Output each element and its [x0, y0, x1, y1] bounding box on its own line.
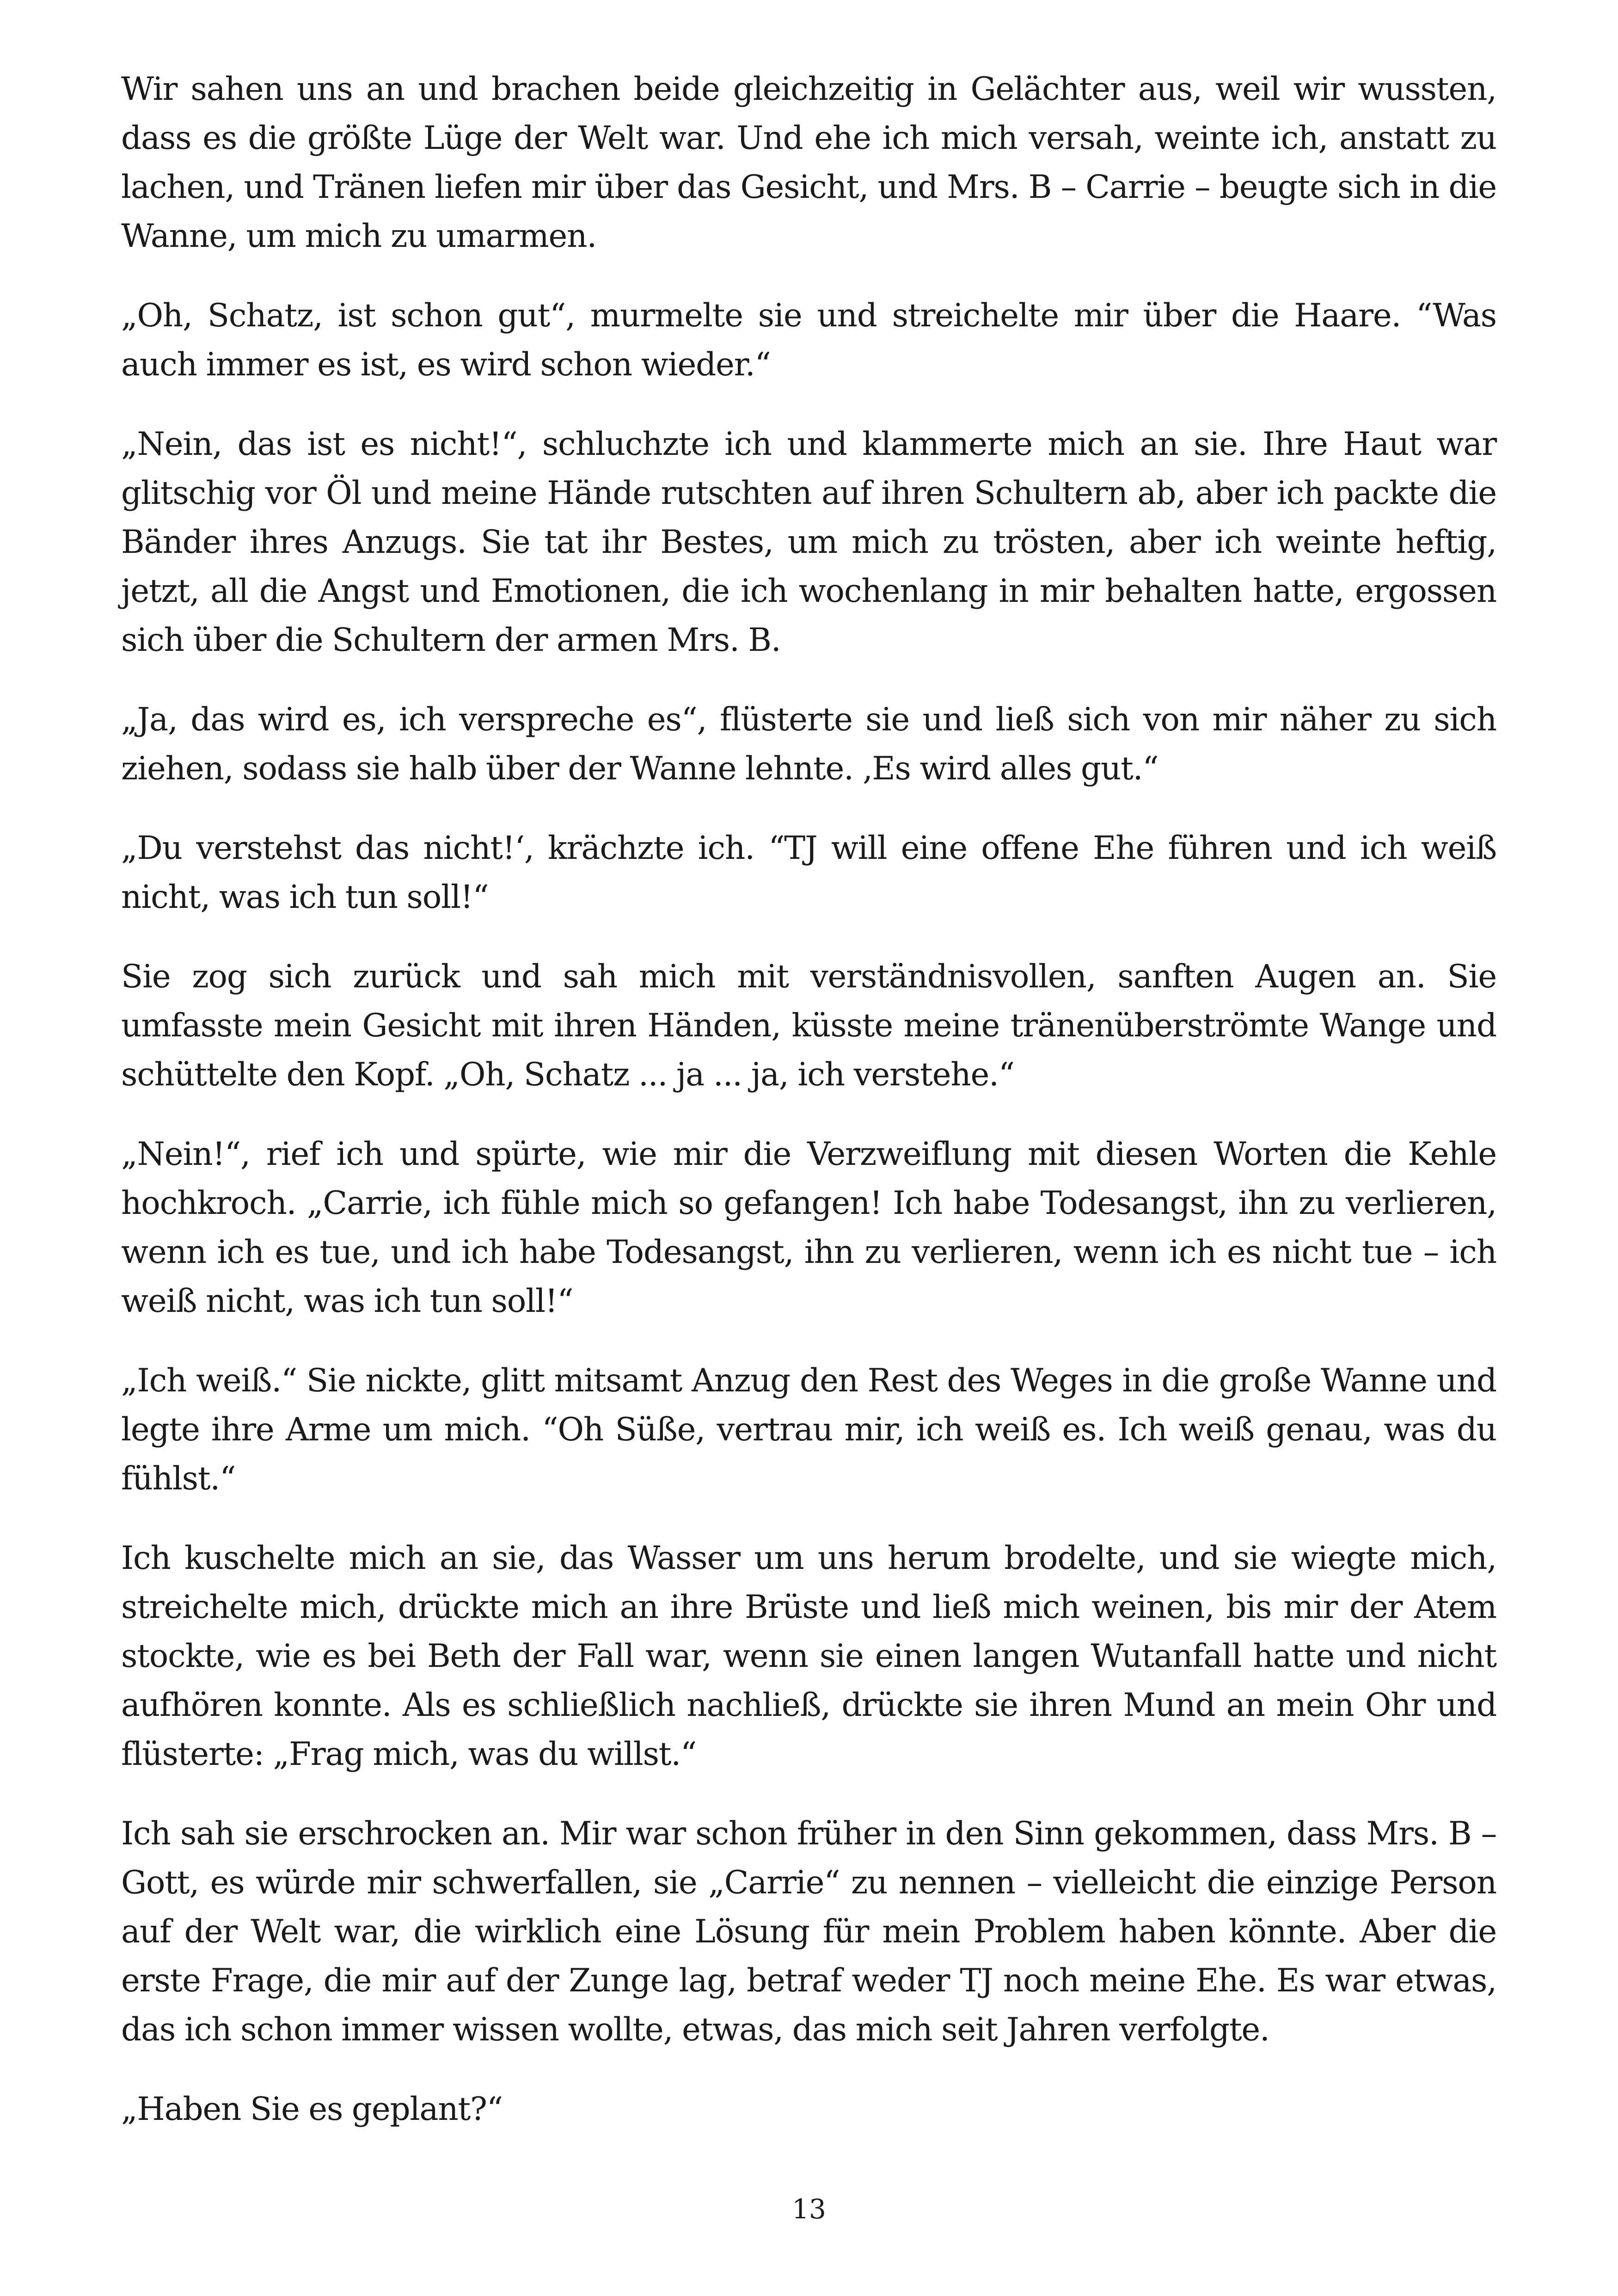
paragraph-4: „Ja, das wird es, ich verspreche es“, flüsterte sie und ließ sich von mir näher zu sich ziehen, sodass sie halb über der Wanne lehnte. ‚Es wird alles gut.“ — [121, 701, 1496, 787]
page-number: 13 — [792, 2193, 826, 2225]
paragraph-1: Wir sahen uns an und brachen beide gleichzeitig in Gelächter aus, weil wir wussten, dass es die größte Lüge der Welt war. Und ehe ich mich versah, weinte ich, anstatt zu lachen, und Tränen liefen mir über das Gesicht, und Mrs. B – Carrie – beugte sich in die Wanne, um mich zu umarmen. — [121, 71, 1496, 255]
paragraph-10: Ich sah sie erschrocken an. Mir war schon früher in den Sinn gekommen, dass Mrs. B – Gott, es würde mir schwerfallen, sie „Carrie“ zu nennen – vielleicht die einzige Person auf der Welt war, die wirklich eine Lösung für mein Problem haben könnte. Aber die erste Frage, die mir auf der Zunge lag, betraf weder TJ noch meine Ehe. Es war etwas, das ich schon immer wissen wollte, etwas, das mich seit Jahren verfolgte. — [121, 1815, 1496, 2048]
paragraph-5: „Du verstehst das nicht!‘, krächzte ich. “TJ will eine offene Ehe führen und ich weiß nicht, was ich tun soll!“ — [121, 830, 1496, 916]
paragraph-11: „Haben Sie es geplant?“ — [121, 2091, 503, 2128]
paragraph-9: Ich kuschelte mich an sie, das Wasser um uns herum brodelte, und sie wiegte mich, streichelte mich, drückte mich an ihre Brüste und ließ mich weinen, bis mir der Atem stockte, wie es bei Beth der Fall war, wenn sie einen langen Wutanfall hatte und nicht aufhören konnte. Als es schließlich nachließ, drückte sie ihren Mund an mein Ohr und flüsterte: „Frag mich, was du willst.“ — [121, 1540, 1496, 1773]
paragraph-3: „Nein, das ist es nicht!“, schluchzte ich und klammerte mich an sie. Ihre Haut war glitschig vor Öl und meine Hände rutschten auf ihren Schultern ab, aber ich packte die Bänder ihres Anzugs. Sie tat ihr Bestes, um mich zu trösten, aber ich weinte heftig, jetzt, all die Angst und Emotionen, die ich wochenlang in mir behalten hatte, ergossen sich über die Schultern der armen Mrs. B. — [121, 426, 1496, 659]
paragraph-8: „Ich weiß.“ Sie nickte, glitt mitsamt Anzug den Rest des Weges in die große Wanne und legte ihre Arme um mich. “Oh Süße, vertrau mir, ich weiß es. Ich weiß genau, was du fühlst.“ — [121, 1362, 1496, 1497]
paragraph-7: „Nein!“, rief ich und spürte, wie mir die Verzweiflung mit diesen Worten die Kehle hochkroch. „Carrie, ich fühle mich so gefangen! Ich habe Todesangst, ihn zu verlieren, wenn ich es tue, und ich habe Todesangst, ihn zu verlieren, wenn ich es nicht tue – ich weiß nicht, was ich tun soll!“ — [121, 1136, 1496, 1320]
paragraph-2: „Oh, Schatz, ist schon gut“, murmelte sie und streichelte mir über die Haare. “Was auch immer es ist, es wird schon wieder.“ — [121, 297, 1496, 383]
page-body — [121, 65, 1496, 2164]
paragraph-6: Sie zog sich zurück und sah mich mit verständnisvollen, sanften Augen an. Sie umfasste mein Gesicht mit ihren Händen, küsste meine tränenüberströmte Wange und schüttelte den Kopf. „Oh, Schatz ... ja ... ja, ich verstehe.“ — [121, 958, 1496, 1093]
